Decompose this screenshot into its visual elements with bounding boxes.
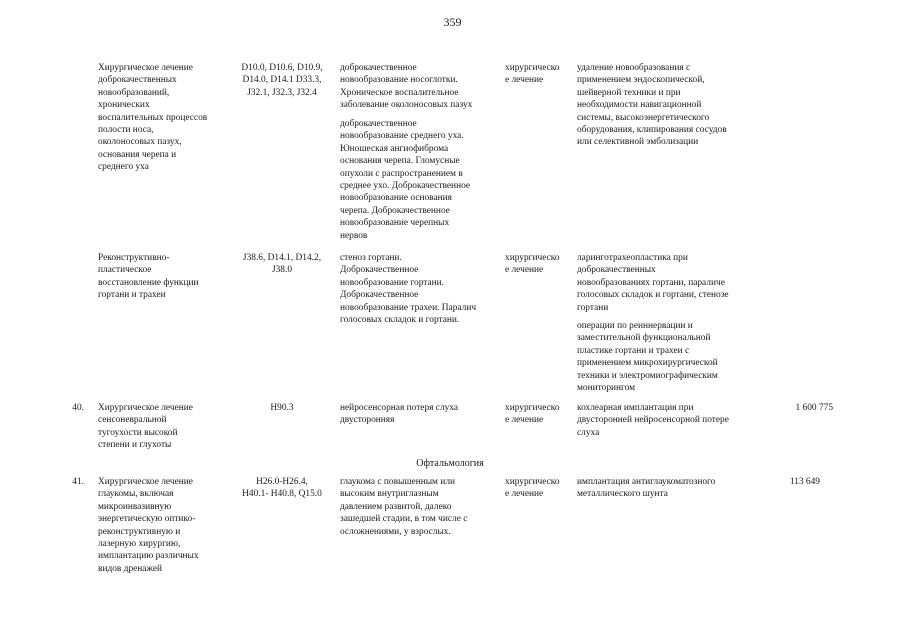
row-1-codes: D10.0, D10.6, D10.9, D14.0, D14.1 D33.3, J32.1, J32.3, J32.4 bbox=[241, 63, 323, 98]
row-2-codes: J38.6, D14.1, D14.2, J38.0 bbox=[242, 253, 322, 276]
row-40-name: Хирургическое лечение сенсоневральной тугоухости высокой степени и глухоты bbox=[98, 403, 193, 451]
row-40-codes: H90.3 bbox=[270, 403, 294, 413]
row-1-treatment: хирургическо е лечение bbox=[505, 63, 560, 86]
row-40-treatment: хирургическо е лечение bbox=[505, 403, 560, 426]
row-2-method-1: ларинготрахеопластика при доброкачественных новообразованиях гортани, параличе голосовых складок и гортани, стенозе гортани bbox=[577, 253, 729, 313]
row-2-name: Реконструктивно- пластическое восстановление функции гортани и трахеи bbox=[98, 253, 199, 301]
row-41-name: Хирургическое лечение глаукомы, включая микроинвазивную энергетическую оптико- реконструктивную и лазерную хирургию, имплантацию различных видов дренажей bbox=[98, 477, 199, 574]
row-40-number: 40. bbox=[72, 403, 84, 413]
page-number: 359 bbox=[443, 15, 462, 29]
row-41-number: 41. bbox=[72, 477, 84, 487]
row-41-treatment: хирургическо е лечение bbox=[505, 477, 560, 500]
row-40-model: нейросенсорная потеря слуха двусторонняя bbox=[340, 403, 459, 426]
row-41-method: имплантация антиглаукоматозного металлического шунта bbox=[577, 477, 716, 500]
row-2-treatment: хирургическо е лечение bbox=[505, 253, 560, 276]
row-1-model-1: доброкачественное новообразование носоглотки. Хроническое воспалительное заболевание околоносовых пазух bbox=[340, 63, 473, 111]
row-1-name: Хирургическое лечение доброкачественных новообразований, хронических воспалительных процессов полости носа, околоносовых пазух, основания черепа и среднего уха bbox=[98, 63, 208, 173]
row-40-method: кохлеарная имплантация при двусторонней нейросенсорной потере слуха bbox=[577, 403, 729, 438]
row-2-method-2: операции по реиннервации и заместительной функциональной пластике гортани и трахеи с применением микрохирургической техники и электромиографическим мониторингом bbox=[577, 321, 718, 394]
row-1-method-1: удаление новообразования с применением эндоскопической, шейверной техники и при необходимости навигационной системы, высокоэнергетического оборудования, клипирования сосудов или селективной эмболизации bbox=[577, 63, 727, 148]
row-41-model: глаукома с повышенным или высоким внутриглазным давлением развитой, далеко зашедшей стадии, в том числе с осложнениями, у взрослых. bbox=[340, 477, 468, 537]
row-41-codes: H26.0-H26.4, H40.1- H40.8, Q15.0 bbox=[242, 477, 322, 500]
section-heading: Офтальмология bbox=[416, 458, 484, 469]
row-2-model-1: стеноз гортани. Доброкачественное новообразование гортани. Доброкачественное новообразование трахеи. Паралич голосовых складок и гортани. bbox=[340, 253, 477, 326]
row-41-cost: 113 649 bbox=[789, 477, 820, 487]
row-40-cost: 1 600 775 bbox=[795, 403, 833, 413]
row-1-model-2: доброкачественное новообразование среднего уха. Юношеская ангиофиброма основания черепа. Гломусные опухоли с распространением в среднее ухо. Доброкачественное новообразование основания черепа. Доброкачественное новообразование черепных нервов bbox=[340, 119, 471, 241]
